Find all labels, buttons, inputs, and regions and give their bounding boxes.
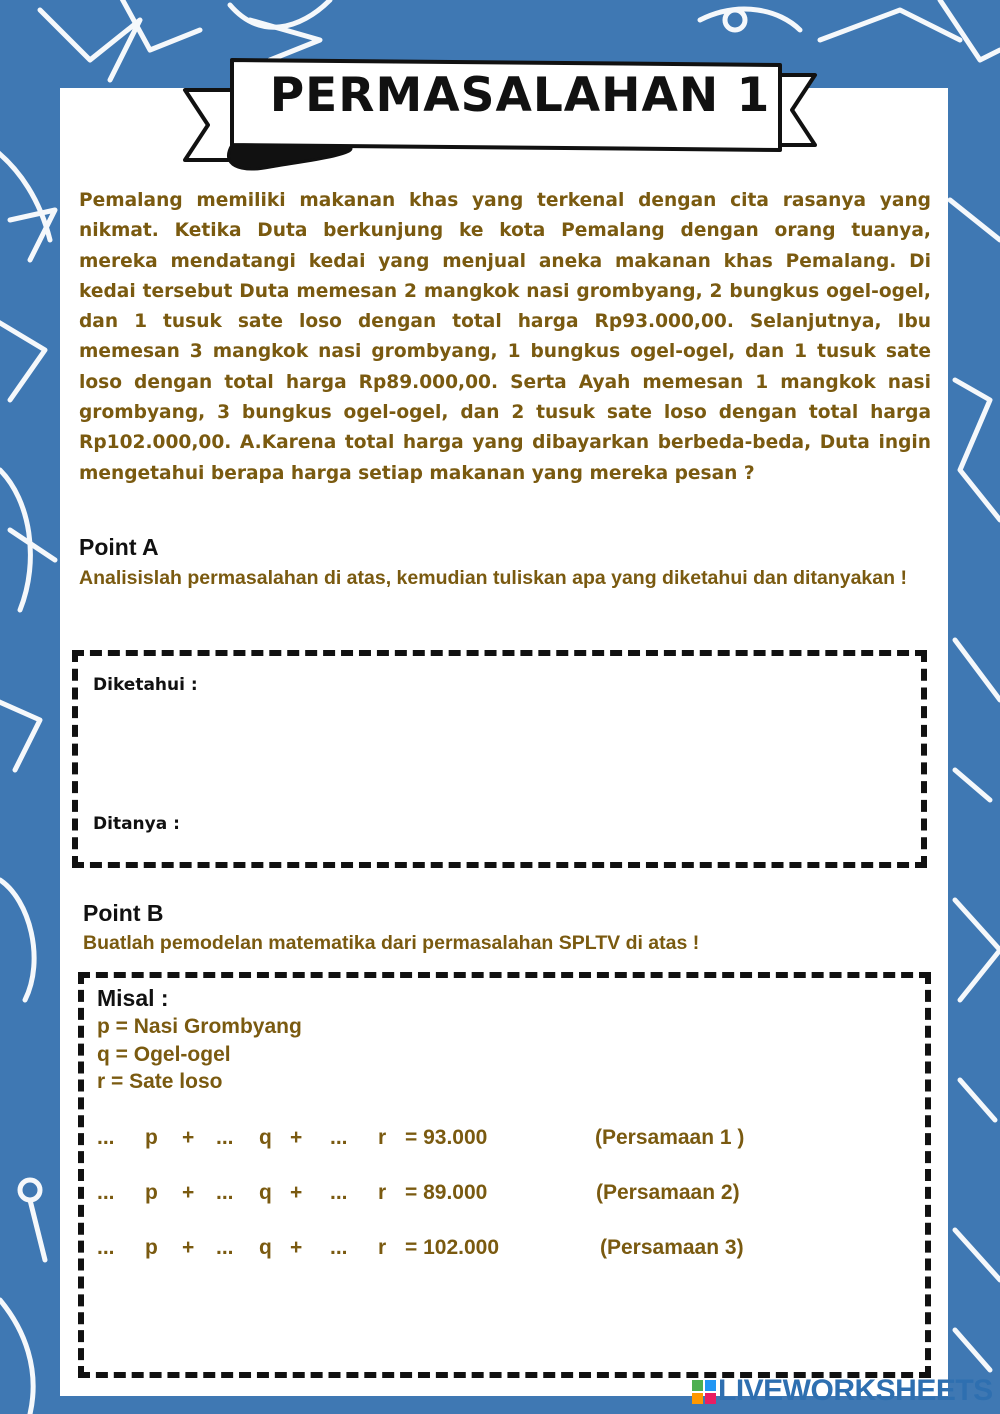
- plus-sign: +: [182, 1236, 195, 1259]
- page-title: PERMASALAHAN 1: [269, 68, 771, 123]
- liveworksheets-logo[interactable]: [692, 1374, 992, 1410]
- variable-q: q = Ogel-ogel: [97, 1043, 231, 1066]
- var-p: p: [145, 1126, 158, 1149]
- var-q: q: [259, 1126, 272, 1149]
- plus-sign: +: [182, 1181, 195, 1204]
- var-r: r: [378, 1236, 387, 1259]
- variable-r: r = Sate loso: [97, 1070, 223, 1093]
- equation-rhs: = 102.000: [405, 1236, 500, 1259]
- equation-row-2: [0, 1181, 1000, 1211]
- var-r: r: [378, 1181, 387, 1204]
- known-label: Diketahui :: [93, 675, 198, 695]
- coef-p-blank[interactable]: ...: [97, 1236, 115, 1259]
- problem-story: Pemalang memiliki makanan khas yang terkenal dengan cita rasanya yang nikmat. Ketika Duta berkunjung ke kota Pemalang dengan orang tuanya, mereka mendatangi kedai yang menjual aneka makanan khas Pemalang. Di kedai tersebut Duta memesan 2 mangkok nasi grombyang, 2 bungkus ogel-ogel, dan 1 tusuk sate loso dengan total harga Rp93.000,00. Selanjutnya, Ibu memesan 3 mangkok nasi grombyang, 1 bungkus ogel-ogel, dan 1 tusuk sate loso dengan total harga Rp89.000,00. Serta Ayah memesan 1 mangkok nasi grombyang, 3 bungkus ogel-ogel, dan 2 tusuk sate loso dengan total harga Rp102.000,00. A.Karena total harga yang dibayarkan berbeda-beda, Duta ingin mengetahui berapa harga setiap makanan yang mereka pesan ?: [79, 190, 931, 484]
- liveworksheets-brand-text: LIVEWORKSHEETS: [718, 1374, 993, 1407]
- liveworksheets-icon: [692, 1380, 716, 1404]
- coef-r-blank[interactable]: ...: [330, 1236, 348, 1259]
- equation-rhs: = 89.000: [405, 1181, 488, 1204]
- point-a-title: Point A: [79, 534, 159, 560]
- coef-p-blank[interactable]: ...: [97, 1126, 115, 1149]
- point-a-instruction: Analisislah permasalahan di atas, kemudian tuliskan apa yang diketahui dan ditanyakan !: [79, 567, 907, 589]
- coef-q-blank[interactable]: ...: [216, 1236, 234, 1259]
- plus-sign: +: [290, 1236, 303, 1259]
- var-q: q: [259, 1236, 272, 1259]
- var-r: r: [378, 1126, 387, 1149]
- plus-sign: +: [290, 1181, 303, 1204]
- point-a-answer-box[interactable]: [72, 650, 927, 868]
- equation-row-3: [0, 1236, 1000, 1266]
- variable-p: p = Nasi Grombyang: [97, 1015, 302, 1038]
- coef-q-blank[interactable]: ...: [216, 1181, 234, 1204]
- asked-label: Ditanya :: [93, 814, 180, 834]
- var-q: q: [259, 1181, 272, 1204]
- equation-label: (Persamaan 3): [600, 1236, 744, 1259]
- equation-label: (Persamaan 1 ): [595, 1126, 745, 1149]
- point-b-instruction: Buatlah pemodelan matematika dari permasalahan SPLTV di atas !: [83, 932, 700, 954]
- coef-p-blank[interactable]: ...: [97, 1181, 115, 1204]
- coef-q-blank[interactable]: ...: [216, 1126, 234, 1149]
- plus-sign: +: [182, 1126, 195, 1149]
- point-b-title: Point B: [83, 900, 164, 926]
- coef-r-blank[interactable]: ...: [330, 1126, 348, 1149]
- equation-row-1: [0, 1126, 1000, 1156]
- equation-rhs: = 93.000: [405, 1126, 488, 1149]
- var-p: p: [145, 1236, 158, 1259]
- misal-label: Misal :: [97, 985, 169, 1011]
- equation-label: (Persamaan 2): [596, 1181, 740, 1204]
- coef-r-blank[interactable]: ...: [330, 1181, 348, 1204]
- plus-sign: +: [290, 1126, 303, 1149]
- var-p: p: [145, 1181, 158, 1204]
